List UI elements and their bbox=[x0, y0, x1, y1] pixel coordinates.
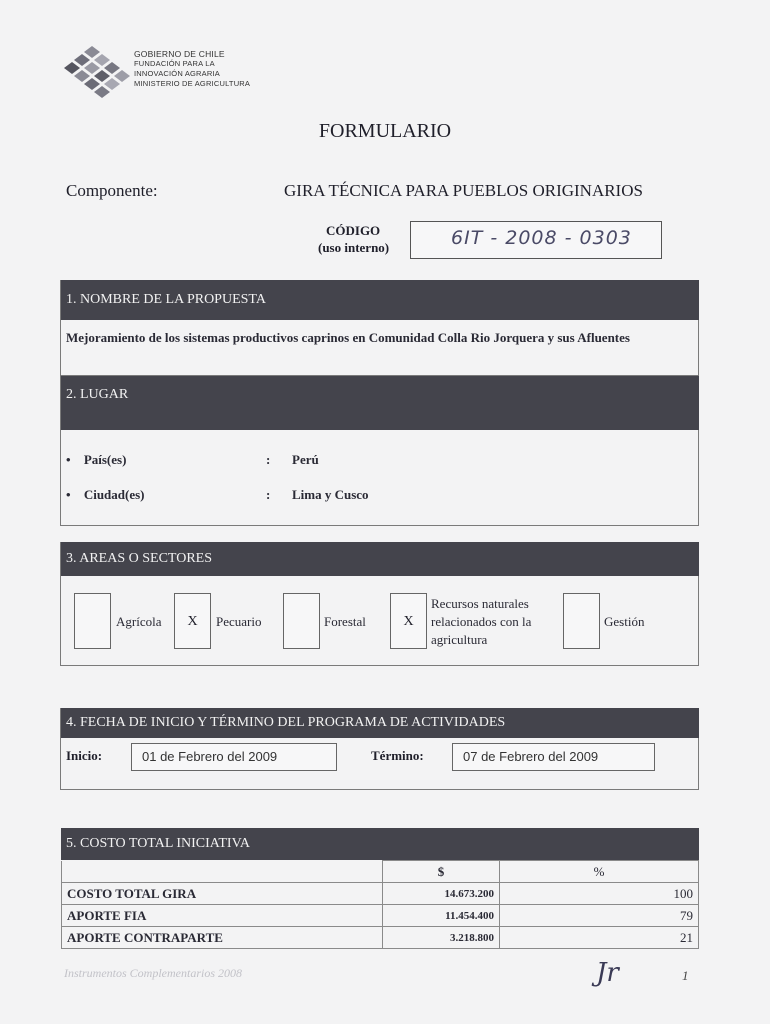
section-5-header: 5. COSTO TOTAL INICIATIVA bbox=[61, 828, 699, 860]
pct-column-header: % bbox=[500, 861, 699, 883]
codigo-field[interactable] bbox=[410, 221, 662, 259]
separator: : bbox=[266, 452, 271, 467]
checkbox-pecuario[interactable]: X bbox=[174, 593, 211, 649]
logo-text: GOBIERNO DE CHILE FUNDACIÓN PARA LA INNOVACIÓN AGRARIA MINISTERIO DE AGRICULTURA bbox=[134, 49, 251, 88]
logo-emblem-icon bbox=[62, 42, 132, 102]
table-header-row bbox=[62, 861, 699, 883]
codigo-handwritten-value: 6IT - 2008 - 0303 bbox=[451, 227, 632, 249]
termino-label: Término: bbox=[371, 748, 424, 763]
pais-value: Perú bbox=[292, 452, 319, 467]
inicio-date-field[interactable]: 01 de Febrero del 2009 bbox=[131, 743, 337, 771]
footer-text: Instrumentos Complementarios 2008 bbox=[64, 966, 242, 980]
area-label-agricola: Agrícola bbox=[116, 614, 162, 629]
list-item: • País(es) bbox=[66, 452, 127, 467]
list-item: • Ciudad(es) bbox=[66, 487, 145, 502]
section-2-header: 2. LUGAR bbox=[61, 376, 699, 430]
codigo-label: CÓDIGO (uso interno) bbox=[318, 223, 390, 255]
section-1-header: 1. NOMBRE DE LA PROPUESTA bbox=[61, 280, 699, 320]
componente-label: Componente: bbox=[66, 181, 158, 200]
inicio-label: Inicio: bbox=[66, 748, 103, 763]
signature: Jr bbox=[596, 958, 619, 988]
table-row: APORTE CONTRAPARTE 3.218.800 21 bbox=[62, 927, 699, 949]
componente-value: GIRA TÉCNICA PARA PUEBLOS ORIGINARIOS bbox=[284, 181, 643, 200]
checkbox-recursos-naturales[interactable]: X bbox=[390, 593, 427, 649]
separator: : bbox=[266, 487, 271, 502]
area-label-forestal: Forestal bbox=[324, 614, 366, 629]
logo bbox=[62, 42, 262, 102]
bullet-icon: • bbox=[66, 487, 71, 502]
page-title: FORMULARIO bbox=[318, 120, 452, 142]
termino-date-field[interactable]: 07 de Febrero del 2009 bbox=[452, 743, 655, 771]
cost-table bbox=[61, 860, 699, 949]
proposal-name: Mejoramiento de los sistemas productivos caprinos en Comunidad Colla Rio Jorquera y sus Afluentes bbox=[66, 330, 630, 345]
page-number: 1 bbox=[682, 968, 689, 983]
area-label-recursos-naturales: Recursos naturales relacionados con la agricultura bbox=[431, 596, 532, 647]
table-row: APORTE FIA 11.454.400 79 bbox=[62, 905, 699, 927]
money-column-header: $ bbox=[383, 861, 500, 883]
ciudad-value: Lima y Cusco bbox=[292, 487, 369, 502]
checkbox-forestal[interactable] bbox=[283, 593, 320, 649]
table-row: COSTO TOTAL GIRA 14.673.200 100 bbox=[62, 883, 699, 905]
checkbox-agricola[interactable] bbox=[74, 593, 111, 649]
section-4-header: 4. FECHA DE INICIO Y TÉRMINO DEL PROGRAMA DE ACTIVIDADES bbox=[61, 708, 699, 738]
bullet-icon: • bbox=[66, 452, 71, 467]
area-label-pecuario: Pecuario bbox=[216, 614, 262, 629]
section-3-header: 3. AREAS O SECTORES bbox=[61, 542, 699, 576]
checkbox-gestion[interactable] bbox=[563, 593, 600, 649]
area-label-gestion: Gestión bbox=[604, 614, 645, 629]
